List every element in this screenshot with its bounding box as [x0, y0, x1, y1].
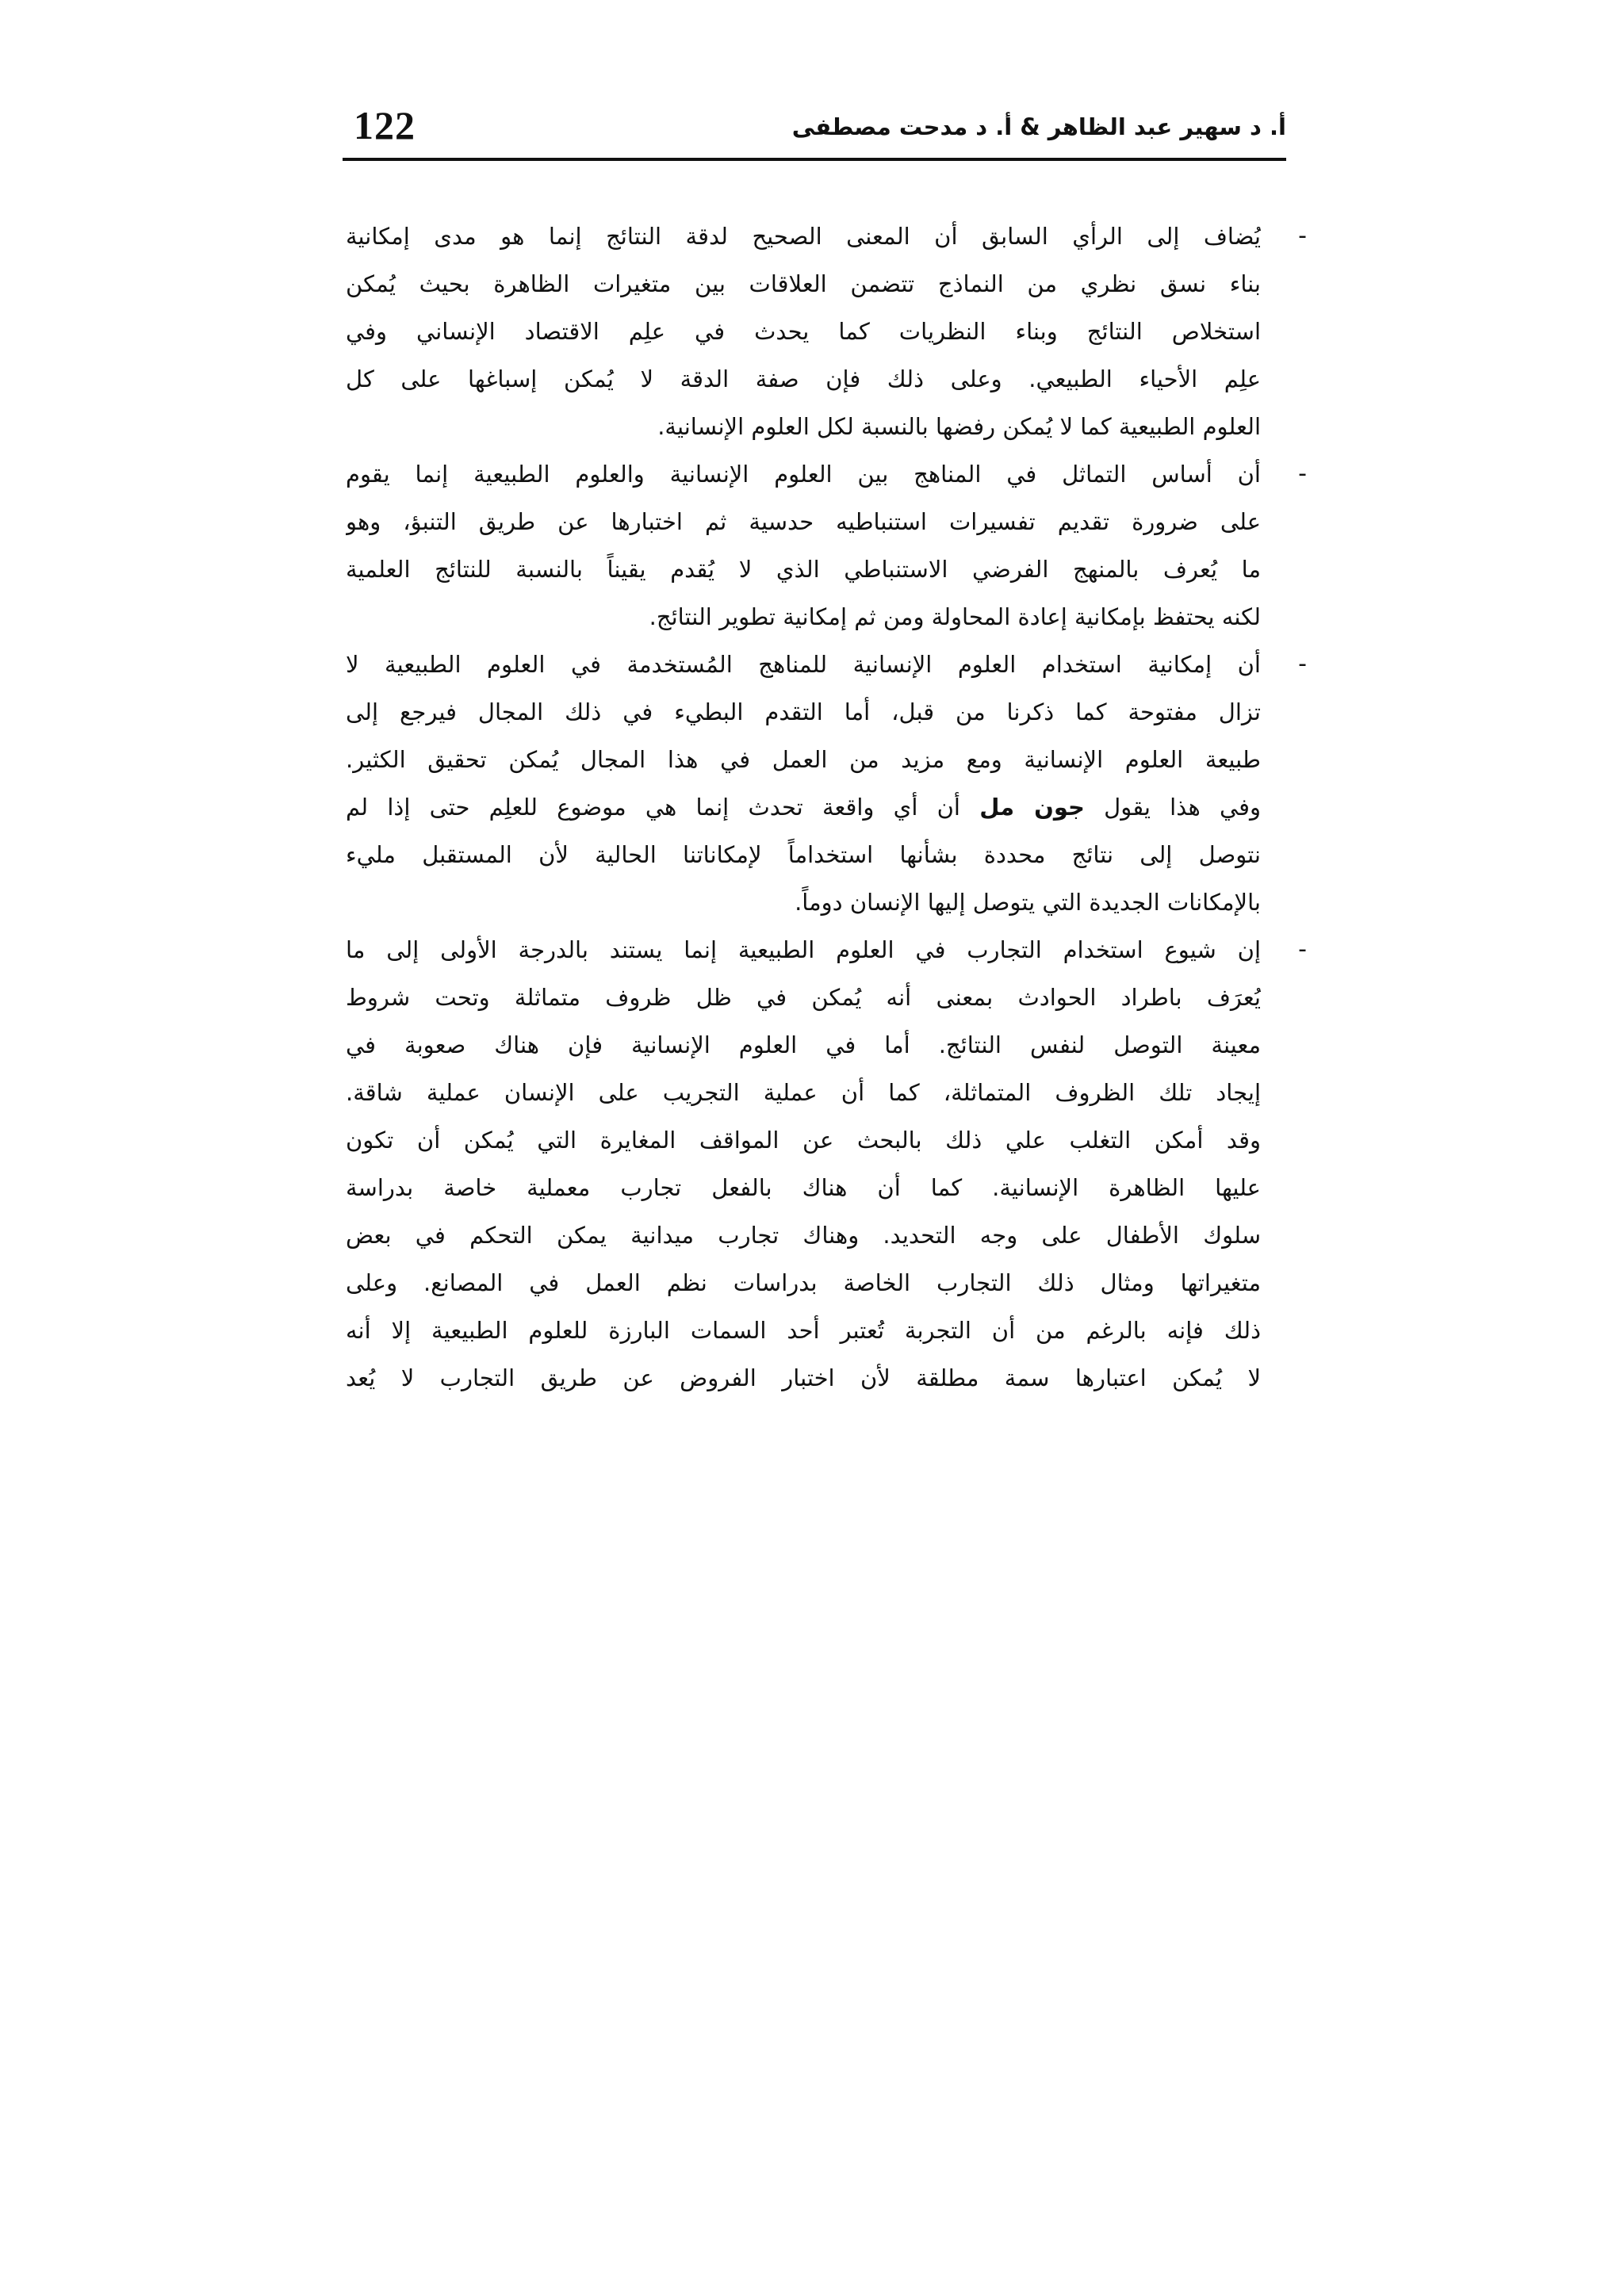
text-line: أن إمكانية استخدام العلوم الإنسانية للمناهج المُستخدمة في العلوم الطبيعية لا [346, 651, 1261, 678]
text-line: وقد أمكن التغلب علي ذلك بالبحث عن المواقف المغايرة التي يُمكن أن تكون [346, 1127, 1261, 1154]
text-line: على ضرورة تقديم تفسيرات استنباطيه حدسية ثم اختبارها عن طريق التنبؤ، وهو [346, 508, 1261, 535]
bullet-paragraph [346, 212, 1307, 450]
quote-intro: وفي هذا يقول [1104, 794, 1261, 821]
text-line: إن شيوع استخدام التجارب في العلوم الطبيعية إنما يستند بالدرجة الأولى إلى ما [346, 936, 1261, 963]
paragraph-text [346, 926, 1261, 1402]
bullet-dash: - [1298, 460, 1307, 488]
bullet-paragraph [346, 926, 1307, 1402]
text-line: معينة التوصل لنفس النتائج. أما في العلوم الإنسانية فإن هناك صعوبة في [346, 1031, 1261, 1058]
text-line: ذلك فإنه بالرغم من أن التجربة تُعتبر أحد السمات البارزة للعلوم الطبيعية إلا أنه [346, 1317, 1261, 1344]
text-line: تزال مفتوحة كما ذكرنا من قبل، أما التقدم البطيء في ذلك المجال فيرجع إلى [346, 698, 1261, 725]
bullet-paragraph [346, 641, 1307, 926]
page-number: 122 [354, 103, 416, 147]
page-header [343, 101, 1286, 157]
paragraph-text [346, 450, 1261, 641]
text-line: لا يُمكن اعتبارها سمة مطلقة لأن اختبار الفروض عن طريق التجارب لا يُعد [346, 1364, 1261, 1391]
text-line: لكنه يحتفظ بإمكانية إعادة المحاولة ومن ثم إمكانية تطوير النتائج. [649, 603, 1261, 630]
body-text [346, 212, 1307, 1402]
text-line: يُضاف إلى الرأي السابق أن المعنى الصحيح لدقة النتائج إنما هو مدى إمكانية [346, 223, 1261, 250]
text-line: استخلاص النتائج وبناء النظريات كما يحدث في علِم الاقتصاد الإنساني وفي [346, 318, 1261, 345]
text-line-with-name [346, 783, 1261, 831]
text-line: ما يُعرف بالمنهج الفرضي الاستنباطي الذي لا يُقدم يقيناً بالنسبة للنتائج العلمية [346, 556, 1261, 583]
bullet-dash: - [1298, 222, 1307, 250]
text-line: طبيعة العلوم الإنسانية ومع مزيد من العمل في هذا المجال يُمكن تحقيق الكثير. [346, 746, 1261, 773]
paragraph-text [346, 641, 1261, 926]
text-line: عليها الظاهرة الإنسانية. كما أن هناك بالفعل تجارب معملية خاصة بدراسة [346, 1174, 1261, 1201]
text-line: بناء نسق نظري من النماذج تتضمن العلاقات بين متغيرات الظاهرة بحيث يُمكن [346, 270, 1261, 297]
quote-continuation: أن أي واقعة تحدث إنما هي موضوع للعلِم حتى إذا لم [346, 794, 960, 821]
text-line: أن أساس التماثل في المناهج بين العلوم الإنسانية والعلوم الطبيعية إنما يقوم [346, 461, 1261, 488]
text-line: علِم الأحياء الطبيعي. وعلى ذلك فإن صفة الدقة لا يُمكن إسباغها على كل [346, 365, 1261, 392]
text-line: سلوك الأطفال على وجه التحديد. وهناك تجارب ميدانية يمكن التحكم في بعض [346, 1222, 1261, 1249]
paragraph-text [346, 212, 1261, 450]
text-line: العلوم الطبيعية كما لا يُمكن رفضها بالنسبة لكل العلوم الإنسانية. [657, 413, 1261, 440]
bullet-dash: - [1298, 936, 1307, 963]
text-line: بالإمكانات الجديدة التي يتوصل إليها الإنسان دوماً. [795, 889, 1261, 916]
text-line: إيجاد تلك الظروف المتماثلة، كما أن عملية التجريب على الإنسان عملية شاقة. [346, 1079, 1261, 1106]
running-head: أ. د سهير عبد الظاهر & أ. د مدحت مصطفى [791, 113, 1286, 140]
text-line: نتوصل إلى نتائج محددة بشأنها استخداماً لإمكاناتنا الحالية لأن المستقبل مليء [346, 841, 1261, 868]
bullet-paragraph [346, 450, 1307, 641]
text-line: يُعرَف باطراد الحوادث بمعنى أنه يُمكن في ظل ظروف متماثلة وتحت شروط [346, 984, 1261, 1011]
author-name-bold: جون مل [979, 794, 1085, 821]
text-line: متغيراتها ومثال ذلك التجارب الخاصة بدراسات نظم العمل في المصانع. وعلى [346, 1269, 1261, 1296]
header-rule [343, 158, 1286, 161]
bullet-dash: - [1298, 650, 1307, 678]
